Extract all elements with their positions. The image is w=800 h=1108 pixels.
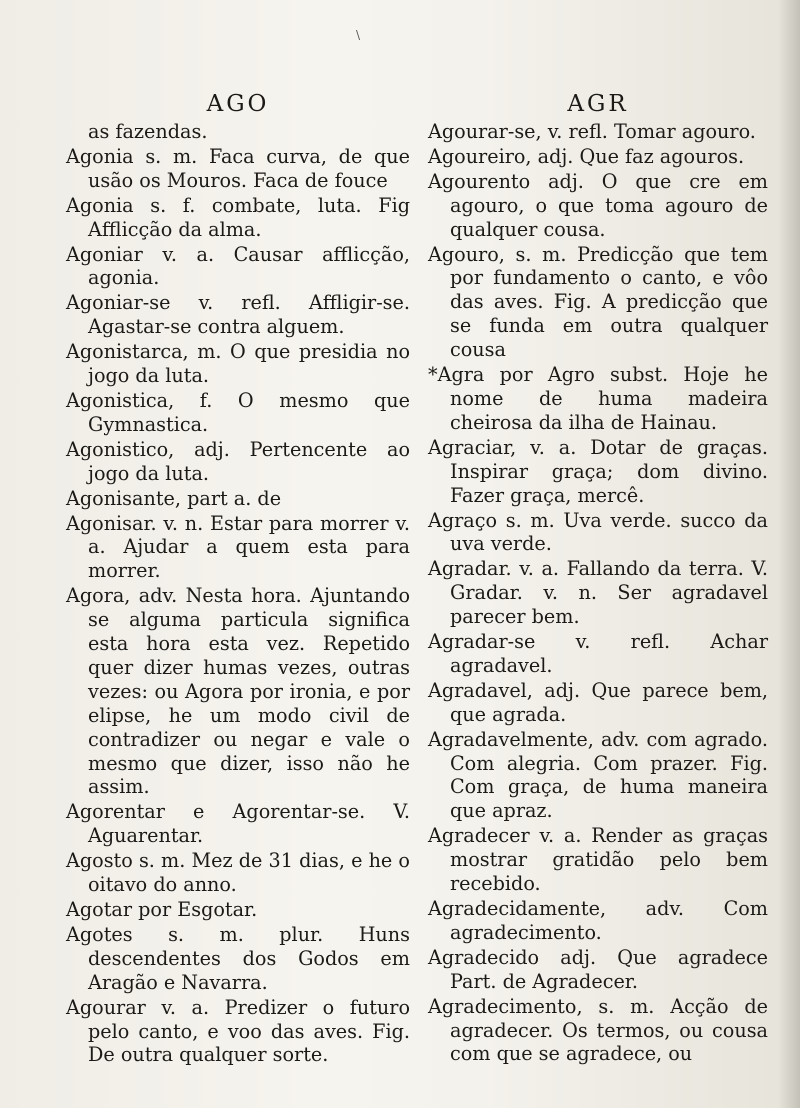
- dictionary-entry: Agradavel, adj. Que parece bem, que agrada.: [428, 678, 768, 726]
- dictionary-entry: Agotes s. m. plur. Huns descendentes dos Godos em Aragão e Navarra.: [66, 922, 410, 994]
- dictionary-entry: Agradecer v. a. Render as graças mostrar gratidão pelo bem recebido.: [428, 824, 768, 896]
- dictionary-entry: Agonia s. f. combate, luta. Fig Afflicção da alma.: [66, 193, 410, 241]
- dictionary-entry: Agonistarca, m. O que presidia no jogo da luta.: [66, 340, 410, 388]
- dictionary-entry: Agonistico, adj. Pertencente ao jogo da luta.: [66, 437, 410, 485]
- dictionary-entry: Agradecido adj. Que agradece Part. de Agradecer.: [428, 945, 768, 993]
- dictionary-entry: Agradecidamente, adv. Com agradecimento.: [428, 897, 768, 944]
- dictionary-entry: Agonistica, f. O mesmo que Gymnastica.: [66, 388, 410, 436]
- dictionary-entry: Agonisante, part a. de: [66, 486, 282, 510]
- dictionary-entry: Agoniar v. a. Causar afflicção, agonia.: [66, 242, 410, 290]
- dictionary-entry: *Agra por Agro subst. Hoje he nome de huma madeira cheirosa da ilha de Hainau.: [428, 363, 768, 434]
- dictionary-entry: Agorentar e Agorentar-se. V. Aguarentar.: [66, 800, 410, 848]
- dictionary-entry: Agourar v. a. Predizer o futuro pelo canto, e voo das aves. Fig. De outra qualquer sorte.: [66, 995, 410, 1067]
- left-column: [66, 90, 410, 1068]
- dictionary-entry: Agouro, s. m. Predicção que tem por fundamento o canto, e vôo das aves. Fig. A predicção que se funda em outra qualquer cousa: [428, 242, 768, 362]
- dictionary-entry: Agotar por Esgotar.: [66, 898, 258, 921]
- dictionary-entry: Agoureiro, adj. Que faz agouros.: [428, 144, 745, 168]
- dictionary-entry: Agora, adv. Nesta hora. Ajuntando se alguma particula significa esta hora esta vez. Repetido quer dizer humas vezes, outras vezes: ou Agora por ironia, e por elipse, he um modo civil de contradizer ou negar e vale o mesmo que dizer, isso não he assim.: [66, 584, 410, 799]
- left-entries: [66, 120, 410, 1067]
- right-column-header: AGR: [567, 91, 629, 117]
- dictionary-entry: Agradecimento, s. m. Acção de agradecer. Os termos, ou cousa com que se agradece, ou: [428, 994, 768, 1066]
- dictionary-entry: Agoniar-se v. refl. Affligir-se. Agastar-se contra alguem.: [66, 291, 410, 339]
- dictionary-entry: Agradar. v. a. Fallando da terra. V. Gradar. v. n. Ser agradavel parecer bem.: [428, 557, 768, 629]
- dictionary-entry: Agourento adj. O que cre em agouro, o que toma agouro de qualquer cousa.: [428, 169, 768, 241]
- dictionary-entry: as fazendas.: [88, 120, 208, 143]
- dictionary-entry: Agraciar, v. a. Dotar de graças. Inspirar graça; dom divino. Fazer graça, mercê.: [428, 435, 768, 507]
- right-column: [428, 90, 768, 1067]
- page-edge-shadow: [778, 0, 800, 1108]
- dictionary-entry: Agosto s. m. Mez de 31 dias, e he o oitavo do anno.: [66, 849, 410, 897]
- page-mark: \: [356, 28, 361, 42]
- dictionary-entry: Agonisar. v. n. Estar para morrer v. a. Ajudar a quem esta para morrer.: [66, 511, 410, 583]
- dictionary-entry: Agradar-se v. refl. Achar agradavel.: [428, 630, 768, 677]
- dictionary-entry: Agourar-se, v. refl. Tomar agouro.: [428, 120, 756, 143]
- right-entries: [428, 120, 768, 1066]
- dictionary-entry: Agradavelmente, adv. com agrado. Com alegria. Com prazer. Fig. Com graça, de huma maneira que apraz.: [428, 727, 768, 823]
- left-column-header: AGO: [206, 91, 270, 117]
- dictionary-entry: Agonia s. m. Faca curva, de que usão os Mouros. Faca de fouce: [66, 144, 410, 192]
- dictionary-entry: Agraço s. m. Uva verde. succo da uva verde.: [428, 508, 768, 556]
